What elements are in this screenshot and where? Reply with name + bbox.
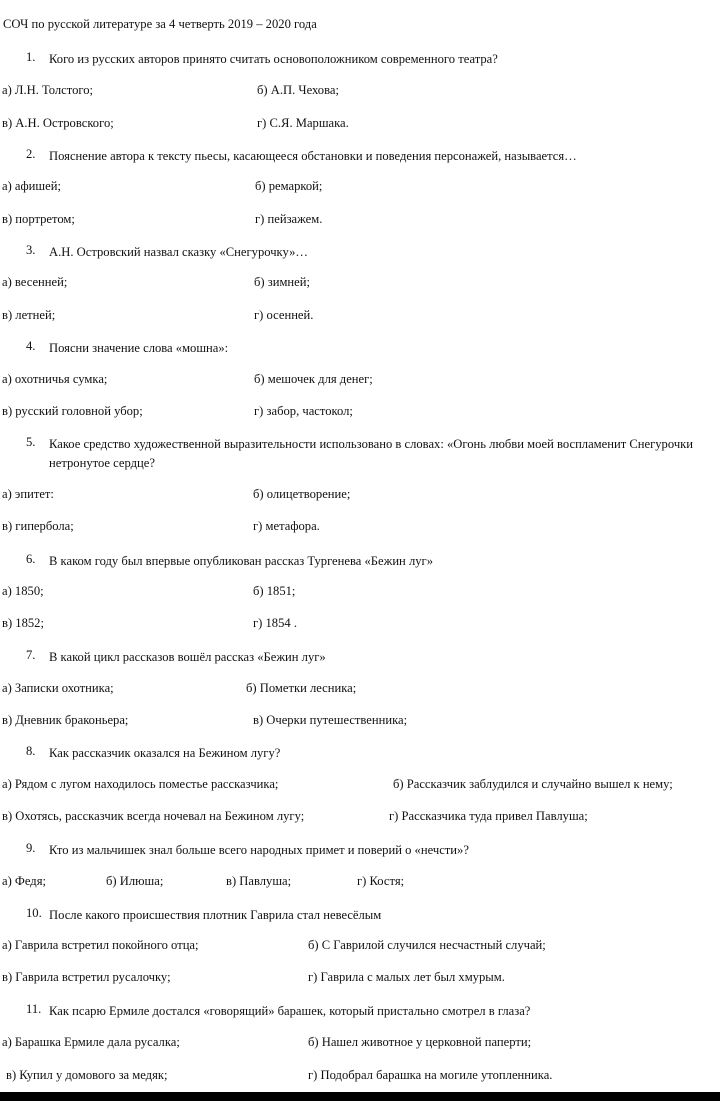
question-text: А.Н. Островский назвал сказку «Снегурочку»… [49,245,308,259]
option-a: а) 1850; [2,584,44,598]
question-text: В каком году был впервые опубликован рассказ Тургенева «Бежин луг» [49,554,433,568]
question-text: В какой цикл рассказов вошёл рассказ «Бежин луг» [49,650,326,664]
option-a: а) Барашка Ермиле дала русалка; [2,1035,180,1049]
question-3 [26,243,717,262]
option-b: б) Нашел животное у церковной паперти; [308,1035,532,1049]
question-2 [26,147,717,166]
option-v: в) Охотясь, рассказчик всегда ночевал на Бежином лугу; [2,809,305,823]
option-a: а) Л.Н. Толстого; [2,83,94,97]
option-g: г) пейзажем. [255,212,323,226]
option-b: б) мешочек для денег; [254,372,373,386]
option-a: а) Гаврила встретил покойного отца; [2,938,199,952]
option-g: г) 1854 . [253,616,297,630]
option-b: б) Илюша; [106,874,164,888]
option-g: г) метафора. [253,519,320,533]
option-b: б) ремаркой; [255,179,323,193]
option-v: в) портретом; [2,212,75,226]
question-number: 9. [26,841,36,855]
option-a: а) охотничья сумка; [2,372,108,386]
question-11 [26,1002,717,1021]
question-number: 6. [26,552,36,566]
option-g: г) С.Я. Маршака. [257,116,349,130]
question-number: 4. [26,339,36,353]
question-text: Поясни значение слова «мошна»: [49,341,229,355]
option-b: б) А.П. Чехова; [257,83,339,97]
bottom-border [0,1092,720,1101]
option-a: а) афишей; [2,179,61,193]
question-number: 5. [26,435,36,449]
question-6 [26,552,717,571]
option-v: в) Павлуша; [226,874,292,888]
option-b: б) Рассказчик заблудился и случайно вышел к нему; [393,777,673,791]
question-10 [26,906,717,925]
question-number: 7. [26,648,36,662]
question-8 [26,744,717,763]
option-v: в) гипербола; [2,519,74,533]
option-a: а) Записки охотника; [2,681,114,695]
option-b: б) зимней; [254,275,311,289]
option-g: г) Костя; [357,874,405,888]
option-v: в) 1852; [2,616,44,630]
question-text: Как псарю Ермиле достался «говорящий» барашек, который пристально смотрел в глаза? [49,1004,531,1018]
option-v: в) Дневник браконьера; [2,713,129,727]
question-number: 8. [26,744,36,758]
question-text: Пояснение автора к тексту пьесы, касающееся обстановки и поведения персонажей, называется… [49,149,577,163]
option-g: г) Гаврила с малых лет был хмурым. [308,970,505,984]
option-b: б) 1851; [253,584,296,598]
question-4 [26,339,717,358]
question-text: Кто из мальчишек знал больше всего народных примет и поверий о «нечсти»? [49,843,469,857]
option-v: в) Гаврила встретил русалочку; [2,970,171,984]
option-a: а) Рядом с лугом находилось поместье рассказчика; [2,777,279,791]
question-5 [26,435,717,473]
question-7 [26,648,717,667]
question-number: 11. [26,1002,42,1016]
option-g: г) Подобрал барашка на могиле утопленника. [308,1068,553,1082]
question-text: После какого происшествия плотник Гаврила стал невесёлым [49,908,382,922]
option-v: в) А.Н. Островского; [2,116,114,130]
question-text: Как рассказчик оказался на Бежином лугу? [49,746,281,760]
option-a: а) весенней; [2,275,68,289]
question-1 [26,50,717,69]
option-g: г) Рассказчика туда привел Павлуша; [389,809,588,823]
question-text: Какое средство художественной выразительности использовано в словах: «Огонь любви моей воспламенит Снегурочки нетронутое сердце? [49,437,694,470]
option-v: в) летней; [2,308,56,322]
question-9 [26,841,717,860]
question-number: 10. [26,906,42,920]
option-a: а) Федя; [2,874,47,888]
option-b: б) олицетворение; [253,487,351,501]
option-g: г) забор, частокол; [254,404,353,418]
option-v: в) Купил у домового за медяк; [6,1068,168,1082]
option-a: а) эпитет: [2,487,54,501]
option-b: б) С Гаврилой случился несчастный случай; [308,938,546,952]
question-text: Кого из русских авторов принято считать основоположником современного театра? [49,52,498,66]
option-g: г) осенней. [254,308,314,322]
option-b: б) Пометки лесника; [246,681,357,695]
document-title: СОЧ по русской литературе за 4 четверть 2019 – 2020 года [3,17,317,31]
question-number: 3. [26,243,36,257]
question-number: 2. [26,147,36,161]
option-v2: в) Очерки путешественника; [253,713,408,727]
question-number: 1. [26,50,36,64]
option-v: в) русский головной убор; [2,404,143,418]
